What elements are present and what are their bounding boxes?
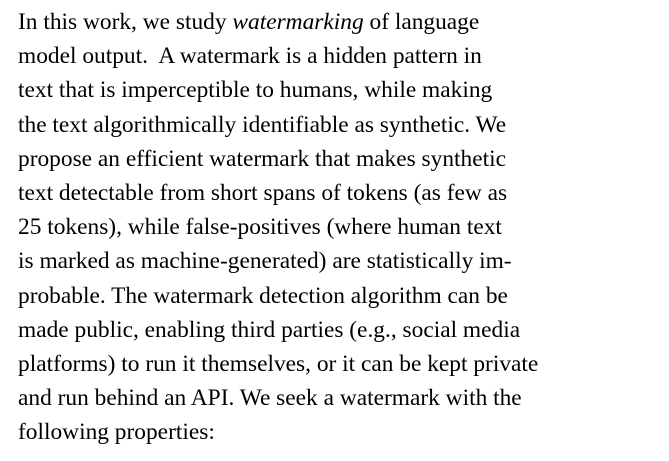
text-segment: of language — [363, 9, 480, 35]
text-line: text detectable from short spans of tokens (as few as — [18, 180, 508, 207]
text-line — [18, 5, 669, 39]
body-paragraph — [18, 5, 669, 450]
text-line: following properties: — [18, 419, 215, 446]
text-line: 25 tokens), while false-positives (where human text — [18, 214, 502, 241]
text-line: text that is imperceptible to humans, while making — [18, 77, 493, 104]
text-line: the text algorithmically identifiable as synthetic. We — [18, 111, 507, 138]
text-line: propose an efficient watermark that makes synthetic — [18, 145, 506, 172]
text-line: probable. The watermark detection algorithm can be — [18, 282, 508, 309]
text-segment: In this work, we study — [18, 9, 233, 35]
text-line: model output. A watermark is a hidden pattern in — [18, 43, 482, 70]
text-line: and run behind an API. We seek a watermark with the — [18, 385, 522, 412]
text-line: made public, enabling third parties (e.g., social media — [18, 316, 521, 343]
text-line: is marked as machine-generated) are statistically im- — [18, 248, 512, 275]
text-line: platforms) to run it themselves, or it can be kept private — [18, 351, 539, 378]
emphasized-term: watermarking — [232, 9, 364, 35]
